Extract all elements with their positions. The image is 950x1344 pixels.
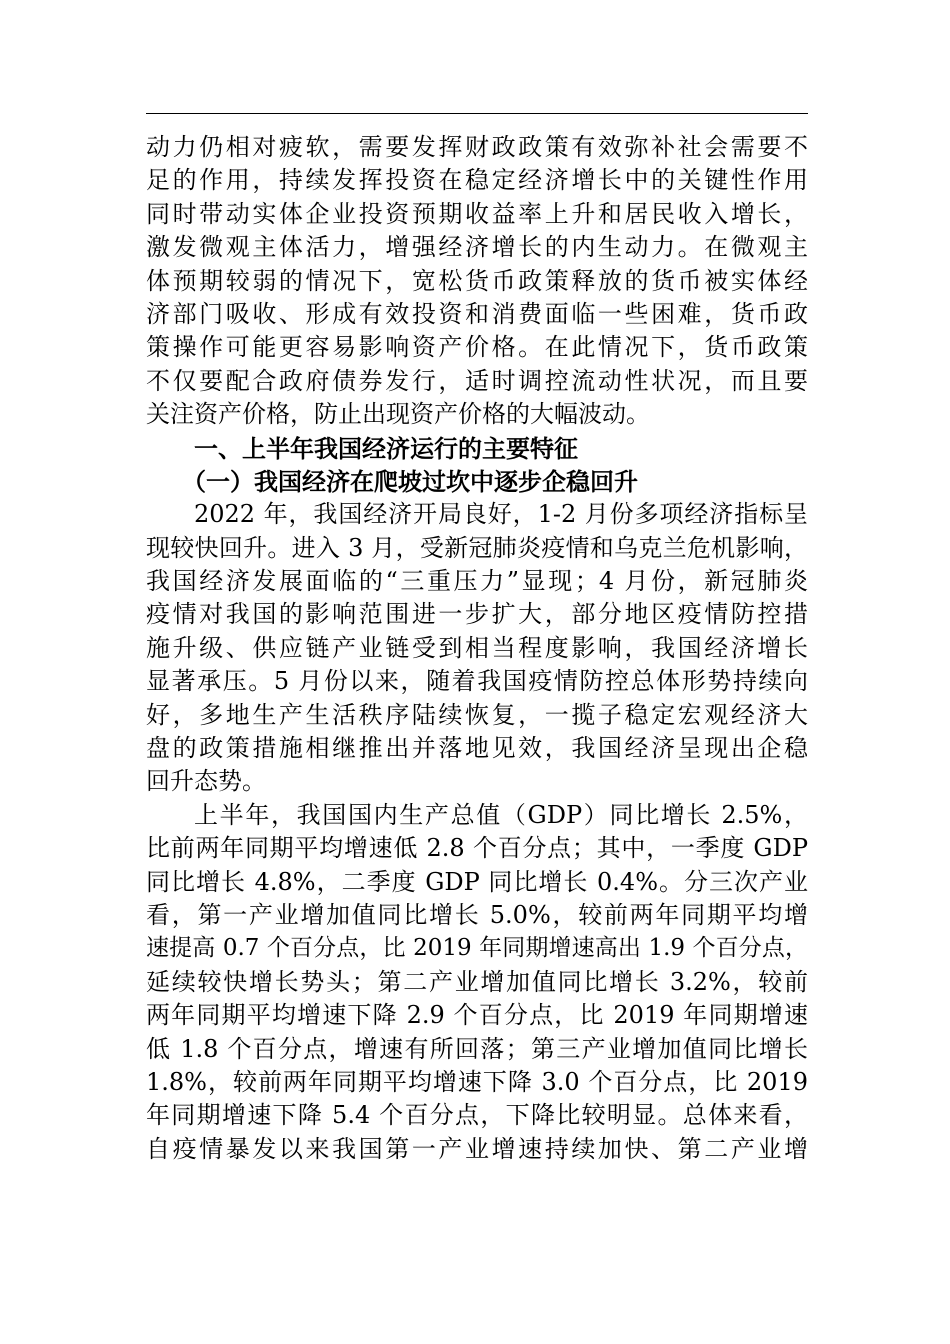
text-line: 疫情对我国的影响范围进一步扩大，部分地区疫情防控措 (146, 600, 808, 629)
text-line: 同时带动实体企业投资预期收益率上升和居民收入增长， (146, 199, 808, 228)
text-line: 关注资产价格，防止出现资产价格的大幅波动。 (146, 400, 650, 429)
text-line: 显著承压。5 月份以来，随着我国疫情防控总体形势持续向 (146, 667, 808, 696)
header-rule (146, 113, 808, 114)
text-line: 动力仍相对疲软，需要发挥财政政策有效弥补社会需要不 (146, 133, 808, 161)
text-line: 年同期增速下降 5.4 个百分点，下降比较明显。总体来看， (146, 1101, 808, 1130)
paragraph-2022-overview (146, 498, 808, 799)
text-line: 低 1.8 个百分点，增速有所回落；第三产业增加值同比增长 (146, 1034, 808, 1063)
paragraph-continuation (146, 131, 808, 432)
text-line: 激发微观主体活力，增强经济增长的内生动力。在微观主 (146, 233, 808, 262)
text-line: 速提高 0.7 个百分点，比 2019 年同期增速高出 1.9 个百分点， (146, 935, 808, 962)
text-line: 盘的政策措施相继推出并落地见效，我国经济呈现出企稳 (146, 734, 808, 763)
paragraph-gdp (146, 799, 808, 1166)
text-line: 施升级、供应链产业链受到相当程度影响，我国经济增长 (146, 633, 808, 662)
text-line: 体预期较弱的情况下，宽松货币政策释放的货币被实体经 (146, 266, 808, 295)
text-line: 自疫情暴发以来我国第一产业增速持续加快、第二产业增 (146, 1134, 808, 1163)
text-line: 现较快回升。进入 3 月，受新冠肺炎疫情和乌克兰危机影响， (146, 533, 808, 562)
text-line: 看，第一产业增加值同比增长 5.0%，较前两年同期平均增 (146, 900, 808, 929)
text-line: 足的作用，持续发挥投资在稳定经济增长中的关键性作用 (146, 166, 808, 195)
text-line: 济部门吸收、形成有效投资和消费面临一些困难，货币政 (146, 299, 808, 328)
text-line: 上半年，我国国内生产总值（GDP）同比增长 2.5%， (194, 800, 808, 829)
section-heading: 一、上半年我国经济运行的主要特征 (194, 433, 578, 463)
text-line: 回升态势。 (146, 767, 266, 796)
text-line: 我国经济发展面临的“三重压力”显现；4 月份，新冠肺炎 (146, 567, 808, 596)
text-line: 1.8%，较前两年同期平均增速下降 3.0 个百分点，比 2019 (146, 1067, 808, 1096)
text-line: 比前两年同期平均增速低 2.8 个百分点；其中，一季度 GDP (146, 834, 808, 863)
text-line: 2022 年，我国经济开局良好，1-2 月份多项经济指标呈 (194, 500, 808, 529)
subsection-heading: （一）我国经济在爬坡过坎中逐步企稳回升 (182, 466, 638, 496)
text-line: 不仅要配合政府债券发行，适时调控流动性状况，而且要 (146, 366, 808, 395)
text-line: 两年同期平均增速下降 2.9 个百分点，比 2019 年同期增速 (146, 1001, 808, 1030)
text-line: 好，多地生产生活秩序陆续恢复，一揽子稳定宏观经济大 (146, 700, 808, 729)
text-line: 同比增长 4.8%，二季度 GDP 同比增长 0.4%。分三次产业 (146, 867, 808, 896)
text-line: 延续较快增长势头；第二产业增加值同比增长 3.2%，较前 (146, 967, 808, 996)
document-body (146, 131, 808, 1166)
text-line: 策操作可能更容易影响资产价格。在此情况下，货币政策 (146, 333, 808, 362)
